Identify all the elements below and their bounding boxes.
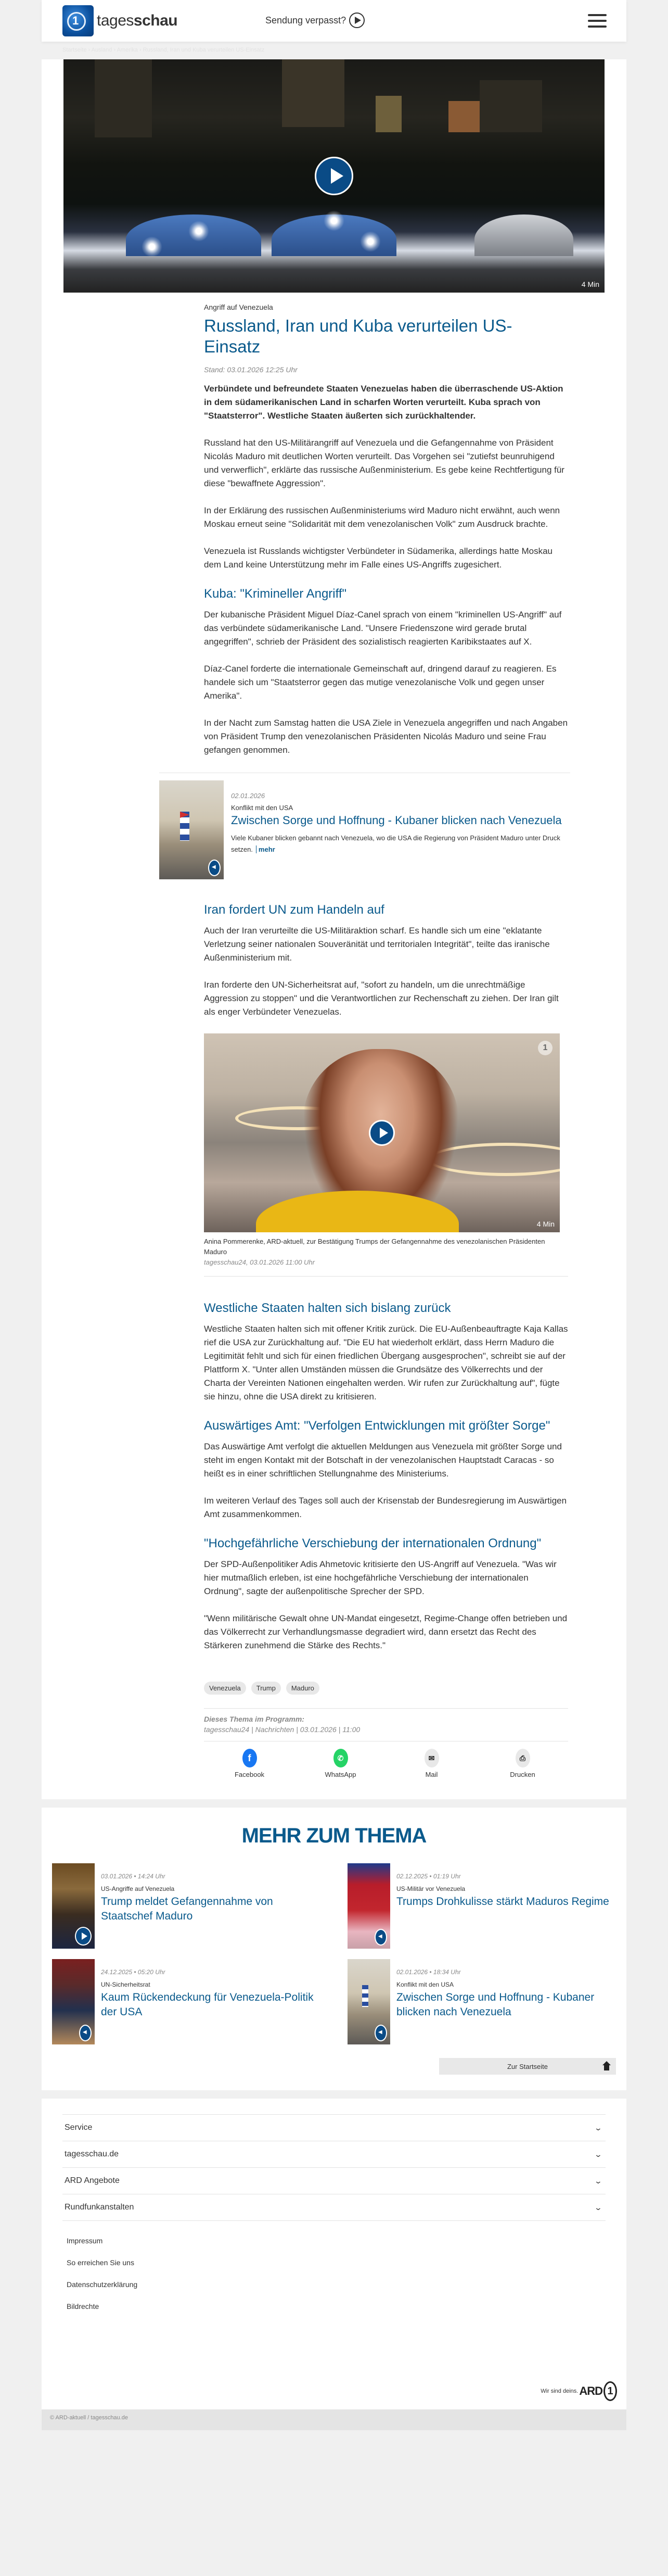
related-title[interactable]: Zwischen Sorge und Hoffnung - Kubaner blicken nach Venezuela: [396, 1991, 595, 2018]
facebook-icon: f: [242, 1749, 257, 1767]
sendung-verpasst-link[interactable]: [265, 12, 365, 28]
breadcrumb-item[interactable]: Startseite: [62, 47, 87, 53]
footer-accordion: [62, 2114, 606, 2221]
share-label: Drucken: [510, 1771, 535, 1778]
section-heading: Kuba: "Krimineller Angriff": [204, 587, 347, 601]
whatsapp-icon: ✆: [333, 1749, 348, 1767]
related-date: 02.12.2025 • 01:19 Uhr: [396, 1873, 461, 1880]
audio-icon: [375, 2025, 387, 2041]
article-timestamp: Stand: 03.01.2026 12:25 Uhr: [204, 365, 298, 374]
home-button-label: Zur Startseite: [507, 2062, 548, 2070]
brand-slogan: Wir sind deins.: [541, 2388, 579, 2394]
related-article[interactable]: [52, 1863, 320, 1949]
site-header: [42, 0, 626, 42]
chevron-down-icon: ⌄: [594, 2150, 603, 2158]
paragraph: Der SPD-Außenpolitiker Adis Ahmetovic kritisierte den US-Angriff auf Venezuela. "Was wir hier mutmaßlich erleben, ist eine hochgefährliche Verschiebung der internationalen Ordnung", sagte der außenpolitische Sprecher der SPD.: [204, 1559, 557, 1596]
related-image[interactable]: [52, 1959, 95, 2044]
breadcrumb-item[interactable]: Ausland: [91, 47, 112, 53]
home-button[interactable]: [439, 2058, 616, 2075]
section-heading: Westliche Staaten halten sich bislang zurück: [204, 1301, 451, 1315]
article-body: [204, 303, 568, 1778]
share-label: Facebook: [234, 1771, 265, 1778]
paragraph: Iran forderte den UN-Sicherheitsrat auf, "sofort zu handeln, um die unrechtmäßige Aggression zu stoppen" und die Verantwortlichen zur Rechenschaft zu ziehen. Der Iran gilt als enger Verbündeter Venezuelas.: [204, 980, 559, 1017]
related-kicker: Konflikt mit den USA: [396, 1981, 454, 1988]
hero-video[interactable]: [63, 59, 605, 293]
article: [42, 59, 626, 1799]
site-footer: [42, 2099, 626, 2430]
paragraph: In der Nacht zum Samstag hatten die USA Ziele in Venezuela angegriffen und nach Angaben von Präsident Trump den venezolanischen Präsidenten Nicolás Maduro und seine Frau gefangen genommen.: [204, 718, 568, 755]
more-on-topic: [42, 1808, 626, 2090]
accordion-tagesschau[interactable]: tagesschau.de ⌄: [62, 2141, 606, 2168]
video-caption: Anina Pommerenke, ARD-aktuell, zur Bestätigung Trumps der Gefangennahme des venezolanischen Präsidenten Maduro: [204, 1238, 545, 1256]
teaser-image[interactable]: [159, 780, 224, 879]
play-button[interactable]: [315, 157, 353, 195]
chevron-down-icon: ⌄: [594, 2123, 603, 2132]
related-title[interactable]: Trump meldet Gefangennahme von Staatschef Maduro: [101, 1896, 273, 1922]
accordion-ard-angebote[interactable]: ARD Angebote ⌄: [62, 2168, 606, 2194]
video-duration: 4 Min: [581, 280, 599, 288]
paragraph: In der Erklärung des russischen Außenministeriums wird Maduro nicht erwähnt, auch wenn Moskau erneut seine "Solidarität mit dem venezolanischen Volk" zum Ausdruck brachte.: [204, 506, 560, 529]
paragraph: Das Auswärtige Amt verfolgt die aktuellen Meldungen aus Venezuela mit größter Sorge und steht im engen Kontakt mit der Botschaft in der venezolanischen Hauptstadt Caracas - so heißt es in einer schriftlichen Stellungnahme des Ministeriums.: [204, 1442, 562, 1479]
audio-icon: [79, 2025, 92, 2041]
related-kicker: US-Militär vor Venezuela: [396, 1885, 466, 1892]
play-circle-icon: [349, 12, 365, 28]
share-label: Mail: [425, 1771, 438, 1778]
teaser-date: 02.01.2026: [231, 792, 265, 800]
related-image[interactable]: [348, 1959, 390, 2044]
share-whatsapp-button[interactable]: [315, 1749, 367, 1778]
video-duration: 4 Min: [536, 1220, 555, 1228]
copyright: © ARD-aktuell / tagesschau.de: [42, 2409, 626, 2430]
sendung-verpasst-label: Sendung verpasst?: [265, 15, 346, 26]
related-title[interactable]: Kaum Rückendeckung für Venezuela-Politik der USA: [101, 1991, 314, 2018]
share-print-button[interactable]: [497, 1749, 549, 1778]
related-kicker: UN-Sicherheitsrat: [101, 1981, 150, 1988]
divider: [204, 1276, 568, 1277]
related-date: 02.01.2026 • 18:34 Uhr: [396, 1968, 461, 1976]
breadcrumb-item: Russland, Iran und Kuba verurteilen US-Einsatz: [143, 47, 265, 53]
related-article[interactable]: [348, 1959, 616, 2044]
article-title: Russland, Iran und Kuba verurteilen US-Einsatz: [204, 316, 512, 356]
teaser-kicker: Konflikt mit den USA: [231, 804, 293, 812]
share-mail-button[interactable]: [406, 1749, 458, 1778]
article-kicker: Angriff auf Venezuela: [204, 303, 273, 311]
print-icon: ⎙: [516, 1749, 530, 1767]
play-button[interactable]: [369, 1120, 395, 1146]
related-article[interactable]: [52, 1959, 320, 2044]
paragraph: Venezuela ist Russlands wichtigster Verbündeter in Südamerika, allerdings hatte Moskau dem Land keine Unterstützung mehr im Falle eines US-Angriffs zugesichert.: [204, 546, 553, 570]
accordion-rundfunkanstalten[interactable]: Rundfunkanstalten ⌄: [62, 2194, 606, 2221]
paragraph: Westliche Staaten halten sich mit offener Kritik zurück. Die EU-Außenbeauftragte Kaja Kallas rief die USA zur Zurückhaltung auf. "Die EU hat wiederholt erklärt, dass Herrn Maduro die Legitimität fehlt und sich für einen friedlichen Übergang ausgesprochen", schreibt sie auf der Plattform X. "Unter allen Umständen müssen die Grundsätze des Völkerrechts und der Charta der Vereinten Nationen eingehalten werden. Wir rufen zur Zurückhaltung auf", fügte sie hinzu, ohne die USA direkt zu kritisieren.: [204, 1324, 568, 1401]
home-icon: [602, 2061, 611, 2070]
share-facebook-button[interactable]: [224, 1749, 276, 1778]
more-section-title: MEHR ZUM THEMA: [241, 1824, 427, 1847]
tagesschau-logo[interactable]: [62, 5, 177, 36]
ard-globe-icon: 1: [62, 5, 94, 36]
paragraph: Díaz-Canel forderte die internationale Gemeinschaft auf, dringend darauf zu reagieren. Es handele sich um "Staatsterror gegen das mutige venezolanische Volk und gegen unser Amerika".: [204, 664, 557, 701]
related-kicker: US-Angriffe auf Venezuela: [101, 1885, 175, 1892]
audio-icon: [375, 1929, 387, 1946]
related-image[interactable]: [348, 1863, 390, 1949]
teaser-description: Viele Kubaner blicken gebannt nach Venezuela, wo die USA die Regierung von Präsident Maduro unter Druck setzen. mehr: [231, 834, 560, 853]
chevron-down-icon: ⌄: [594, 2176, 603, 2185]
play-icon: [75, 1927, 92, 1946]
inline-teaser[interactable]: [159, 773, 570, 879]
teaser-title[interactable]: Zwischen Sorge und Hoffnung - Kubaner blicken nach Venezuela: [231, 814, 562, 827]
paragraph: Russland hat den US-Militärangriff auf Venezuela und die Gefangennahme von Präsident Nicolás Maduro mit deutlichen Worten verurteilt. Das Vorgehen sei "zutiefst beunruhigend und verwerflich", erklärte das russische Außenministerium. Es gebe keine Rechtfertigung für diese "bewaffnete Aggression".: [204, 438, 564, 488]
paragraph: Im weiteren Verlauf des Tages soll auch der Krisenstab der Bundesregierung im Auswärtigen Amt zusammenkommen.: [204, 1496, 567, 1519]
program-info: [204, 1708, 568, 1741]
mail-icon: ✉: [425, 1749, 439, 1767]
footer-link-datenschutz[interactable]: Datenschutzerklärung: [67, 2280, 138, 2289]
section-heading: Auswärtiges Amt: "Verfolgen Entwicklungen mit größter Sorge": [204, 1419, 550, 1433]
related-date: 24.12.2025 • 05:20 Uhr: [101, 1968, 165, 1976]
related-article[interactable]: [348, 1863, 616, 1949]
related-image[interactable]: [52, 1863, 95, 1949]
tag[interactable]: Venezuela: [204, 1682, 246, 1695]
related-title[interactable]: Trumps Drohkulisse stärkt Maduros Regime: [396, 1896, 609, 1908]
section-heading: Iran fordert UN zum Handeln auf: [204, 903, 384, 917]
ard-brand-logo[interactable]: [42, 2324, 626, 2409]
article-lead: Verbündete und befreundete Staaten Venezuelas haben die überraschende US-Aktion in dem südamerikanischen Land in scharfen Worten verurteilt. Kuba sprach von "Staatsterror". Westliche Staaten äußerten sich zurückhaltender.: [204, 384, 563, 421]
ard-one-icon: 1: [538, 1041, 553, 1055]
breadcrumb: Startseite › Ausland › Amerika › Russland, Iran und Kuba verurteilen US-Einsatz: [62, 47, 265, 53]
share-label: WhatsApp: [325, 1771, 356, 1778]
paragraph: Auch der Iran verurteilte die US-Militäraktion scharf. Es handle sich um eine "eklatante Verletzung seiner nationalen Souveränität und territorialen Integrität", teilte das iranische Außenministerium mit.: [204, 926, 550, 963]
program-value: tagesschau24 | Nachrichten | 03.01.2026 | 11:00: [204, 1725, 361, 1734]
chevron-down-icon: ⌄: [594, 2203, 603, 2212]
breadcrumb-item[interactable]: Amerika: [117, 47, 138, 53]
video-source: tagesschau24, 03.01.2026 11:00 Uhr: [204, 1258, 315, 1266]
paragraph: Der kubanische Präsident Miguel Díaz-Canel sprach von einem "kriminellen US-Angriff" auf das verbündete südamerikanische Land. "Unsere Friedenszone wird gerade brutal angegriffen", schrieb der Präsident des sozialistisch reagierten Karibikstaates auf X.: [204, 610, 562, 647]
related-date: 03.01.2026 • 14:24 Uhr: [101, 1873, 165, 1880]
accordion-service[interactable]: Service ⌄: [62, 2115, 606, 2141]
tag[interactable]: Maduro: [286, 1682, 319, 1695]
paragraph: "Wenn militärische Gewalt ohne UN-Mandat eingesetzt, Regime-Change offen betrieben und das Völkerrecht zur Verhandlungsmasse degradiert wird, dann ersetzt das Recht des Stärkeren zunehmend die Stärke des Rechts.": [204, 1613, 568, 1650]
tag[interactable]: Trump: [251, 1682, 281, 1695]
program-label: Dieses Thema im Programm:: [204, 1715, 304, 1723]
logo-wordmark: tagesschau: [97, 12, 178, 29]
tag-list: [204, 1682, 568, 1695]
embedded-video[interactable]: [204, 1033, 560, 1232]
audio-icon: [208, 860, 221, 876]
ard-one-icon: 1: [603, 2381, 617, 2401]
footer-link-bildrechte[interactable]: Bildrechte: [67, 2302, 99, 2310]
teaser-more-link[interactable]: mehr: [256, 845, 275, 853]
brand-name: ARD: [579, 2384, 602, 2397]
footer-link-impressum[interactable]: Impressum: [67, 2237, 103, 2245]
footer-link-kontakt[interactable]: So erreichen Sie uns: [67, 2258, 134, 2267]
share-bar: [204, 1749, 568, 1778]
section-heading: "Hochgefährliche Verschiebung der internationalen Ordnung": [204, 1536, 542, 1550]
hamburger-menu-button[interactable]: [588, 14, 607, 28]
footer-links: [67, 2237, 626, 2324]
